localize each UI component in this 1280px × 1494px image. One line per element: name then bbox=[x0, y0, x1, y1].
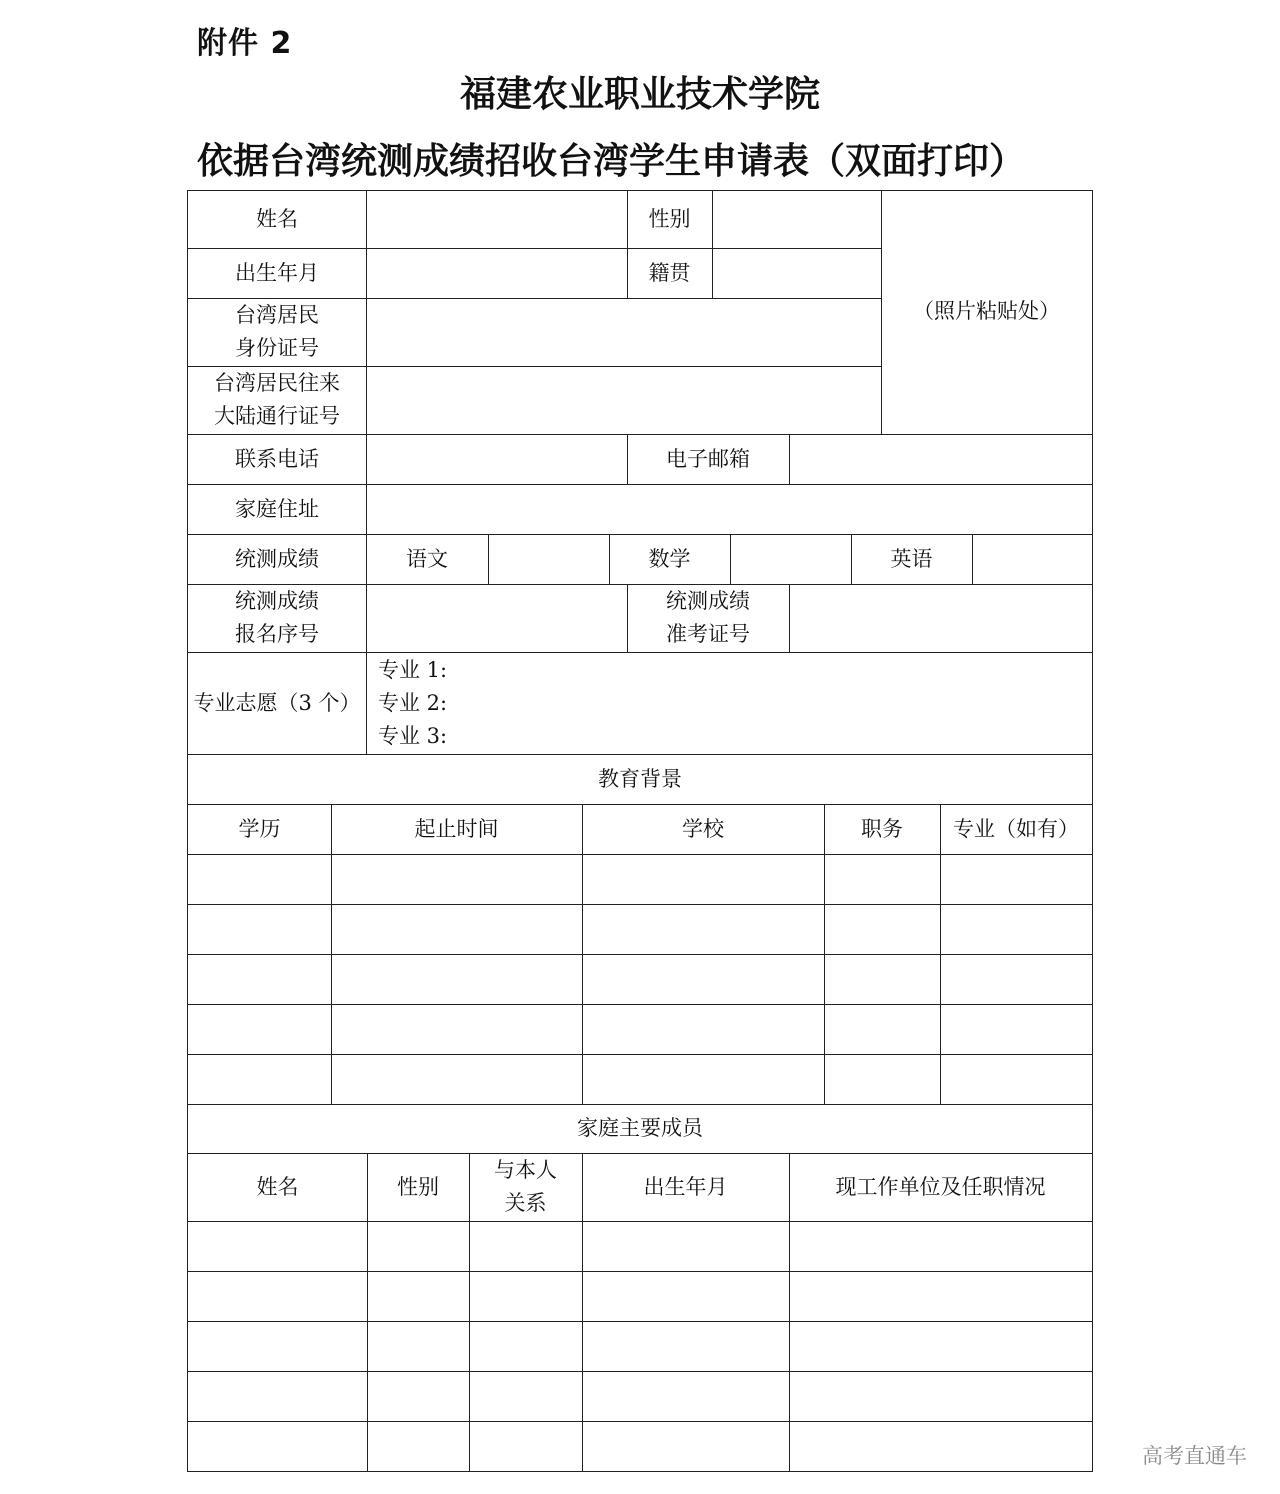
education-row-3-cell[interactable] bbox=[187, 954, 332, 1005]
education-col-position: 职务 bbox=[824, 804, 941, 855]
family-row-4-cell[interactable] bbox=[469, 1371, 583, 1422]
admission-no-label bbox=[627, 584, 790, 653]
native-place-field[interactable] bbox=[712, 248, 882, 299]
family-row-3-cell[interactable] bbox=[367, 1321, 470, 1372]
scores-label: 统测成绩 bbox=[187, 534, 367, 585]
family-col-gender: 性别 bbox=[367, 1153, 470, 1222]
phone-label: 联系电话 bbox=[187, 434, 367, 485]
education-row-5-cell[interactable] bbox=[187, 1054, 332, 1105]
family-row-3-cell[interactable] bbox=[469, 1321, 583, 1372]
education-row-2-cell[interactable] bbox=[331, 904, 583, 955]
major-choice-field[interactable] bbox=[366, 652, 1093, 755]
education-row-2-cell[interactable] bbox=[824, 904, 941, 955]
family-row-5-cell[interactable] bbox=[187, 1421, 368, 1472]
mainland-permit-field[interactable] bbox=[366, 366, 882, 435]
birth-date-label: 出生年月 bbox=[187, 248, 367, 299]
phone-field[interactable] bbox=[366, 434, 628, 485]
admission-no-field[interactable] bbox=[789, 584, 1093, 653]
chinese-score-label: 语文 bbox=[366, 534, 489, 585]
family-col-birth: 出生年月 bbox=[582, 1153, 790, 1222]
attachment-label: 附件 2 bbox=[197, 26, 293, 61]
english-score-field[interactable] bbox=[972, 534, 1093, 585]
education-row-3-cell[interactable] bbox=[582, 954, 825, 1005]
education-col-major: 专业（如有） bbox=[940, 804, 1093, 855]
admission-no-label-line2: 准考证号 bbox=[666, 622, 750, 646]
education-row-1-cell[interactable] bbox=[187, 854, 332, 905]
family-row-5-cell[interactable] bbox=[789, 1421, 1093, 1472]
family-row-5-cell[interactable] bbox=[469, 1421, 583, 1472]
gender-label: 性别 bbox=[627, 190, 713, 249]
family-row-3-cell[interactable] bbox=[582, 1321, 790, 1372]
photo-area: （照片粘贴处） bbox=[881, 190, 1093, 435]
education-col-degree: 学历 bbox=[187, 804, 332, 855]
family-row-1-cell[interactable] bbox=[469, 1221, 583, 1272]
email-label: 电子邮箱 bbox=[627, 434, 790, 485]
page-title-institution: 福建农业职业技术学院 bbox=[459, 74, 820, 115]
education-section-title: 教育背景 bbox=[187, 754, 1093, 805]
family-row-2-cell[interactable] bbox=[367, 1271, 470, 1322]
name-field[interactable] bbox=[366, 190, 628, 249]
address-label: 家庭住址 bbox=[187, 484, 367, 535]
reg-no-label bbox=[187, 584, 367, 653]
family-row-4-cell[interactable] bbox=[367, 1371, 470, 1422]
native-place-label: 籍贯 bbox=[627, 248, 713, 299]
education-row-4-cell[interactable] bbox=[331, 1004, 583, 1055]
family-row-3-cell[interactable] bbox=[789, 1321, 1093, 1372]
family-row-4-cell[interactable] bbox=[582, 1371, 790, 1422]
tw-id-label bbox=[187, 298, 367, 367]
family-col-relation-line1: 与本人 bbox=[494, 1158, 557, 1182]
major-choice-1: 专业 1: bbox=[378, 657, 448, 682]
education-row-4-cell[interactable] bbox=[582, 1004, 825, 1055]
family-row-1-cell[interactable] bbox=[367, 1221, 470, 1272]
education-row-5-cell[interactable] bbox=[331, 1054, 583, 1105]
page-title-form: 依据台湾统测成绩招收台湾学生申请表（双面打印） bbox=[197, 141, 1026, 182]
major-choice-label: 专业志愿（3 个） bbox=[187, 652, 367, 755]
family-row-2-cell[interactable] bbox=[582, 1271, 790, 1322]
family-col-relation-line2: 关系 bbox=[504, 1191, 547, 1215]
education-row-1-cell[interactable] bbox=[824, 854, 941, 905]
education-row-1-cell[interactable] bbox=[940, 854, 1093, 905]
education-row-4-cell[interactable] bbox=[824, 1004, 941, 1055]
family-row-1-cell[interactable] bbox=[187, 1221, 368, 1272]
family-row-3-cell[interactable] bbox=[187, 1321, 368, 1372]
family-row-5-cell[interactable] bbox=[367, 1421, 470, 1472]
family-row-2-cell[interactable] bbox=[469, 1271, 583, 1322]
education-row-5-cell[interactable] bbox=[940, 1054, 1093, 1105]
mainland-permit-label bbox=[187, 366, 367, 435]
name-label: 姓名 bbox=[187, 190, 367, 249]
math-score-label: 数学 bbox=[609, 534, 731, 585]
education-row-3-cell[interactable] bbox=[331, 954, 583, 1005]
education-row-1-cell[interactable] bbox=[582, 854, 825, 905]
chinese-score-field[interactable] bbox=[488, 534, 610, 585]
family-row-1-cell[interactable] bbox=[582, 1221, 790, 1272]
education-row-3-cell[interactable] bbox=[824, 954, 941, 1005]
tw-id-label-line2: 身份证号 bbox=[235, 336, 319, 360]
admission-no-label-line1: 统测成绩 bbox=[666, 589, 750, 613]
major-choice-2: 专业 2: bbox=[378, 690, 448, 715]
education-row-2-cell[interactable] bbox=[940, 904, 1093, 955]
major-choice-3: 专业 3: bbox=[378, 723, 448, 748]
family-row-1-cell[interactable] bbox=[789, 1221, 1093, 1272]
education-col-school: 学校 bbox=[582, 804, 825, 855]
english-score-label: 英语 bbox=[851, 534, 973, 585]
family-col-workplace: 现工作单位及任职情况 bbox=[789, 1153, 1093, 1222]
education-row-1-cell[interactable] bbox=[331, 854, 583, 905]
reg-no-field[interactable] bbox=[366, 584, 628, 653]
family-col-relation bbox=[469, 1153, 583, 1222]
tw-id-label-line1: 台湾居民 bbox=[235, 303, 319, 327]
gender-field[interactable] bbox=[712, 190, 882, 249]
family-row-2-cell[interactable] bbox=[789, 1271, 1093, 1322]
education-row-4-cell[interactable] bbox=[940, 1004, 1093, 1055]
education-row-4-cell[interactable] bbox=[187, 1004, 332, 1055]
family-row-5-cell[interactable] bbox=[582, 1421, 790, 1472]
email-field[interactable] bbox=[789, 434, 1093, 485]
mainland-permit-label-line1: 台湾居民往来 bbox=[214, 371, 340, 395]
birth-date-field[interactable] bbox=[366, 248, 628, 299]
watermark: 高考直通车 bbox=[1142, 1444, 1247, 1468]
mainland-permit-label-line2: 大陆通行证号 bbox=[214, 404, 340, 428]
address-field[interactable] bbox=[366, 484, 1093, 535]
education-row-2-cell[interactable] bbox=[582, 904, 825, 955]
family-row-2-cell[interactable] bbox=[187, 1271, 368, 1322]
education-row-2-cell[interactable] bbox=[187, 904, 332, 955]
family-col-name: 姓名 bbox=[187, 1153, 368, 1222]
math-score-field[interactable] bbox=[730, 534, 852, 585]
tw-id-field[interactable] bbox=[366, 298, 882, 367]
family-row-4-cell[interactable] bbox=[789, 1371, 1093, 1422]
family-row-4-cell[interactable] bbox=[187, 1371, 368, 1422]
family-section-title: 家庭主要成员 bbox=[187, 1103, 1093, 1154]
education-row-5-cell[interactable] bbox=[824, 1054, 941, 1105]
education-col-period: 起止时间 bbox=[331, 804, 583, 855]
reg-no-label-line2: 报名序号 bbox=[235, 622, 319, 646]
reg-no-label-line1: 统测成绩 bbox=[235, 589, 319, 613]
education-row-5-cell[interactable] bbox=[582, 1054, 825, 1105]
education-row-3-cell[interactable] bbox=[940, 954, 1093, 1005]
